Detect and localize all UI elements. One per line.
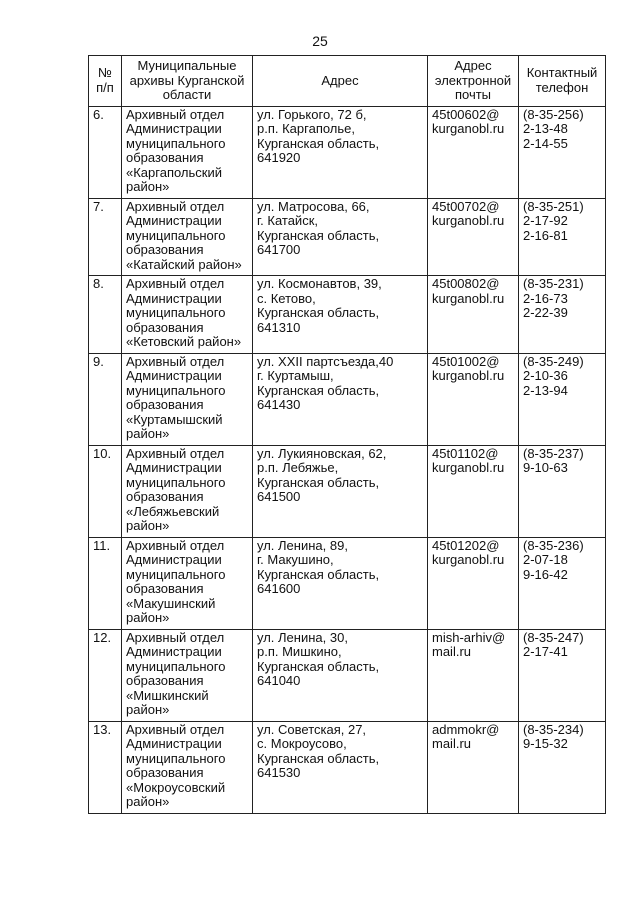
cell-email — [428, 629, 519, 721]
cell-number-value: 6. — [93, 106, 104, 122]
cell-address-line: г. Катайск, — [257, 213, 318, 228]
cell-address — [253, 198, 428, 276]
cell-number-value: 12. — [93, 629, 112, 645]
header-line: электронной — [434, 72, 512, 88]
table-row — [89, 629, 606, 721]
cell-archive-name-line: муниципального — [126, 135, 226, 151]
cell-email-line: 45t01202@ — [432, 537, 500, 553]
cell-archive-name-line: Администрации — [126, 460, 222, 475]
cell-phone-line: (8-35-247) — [523, 629, 584, 645]
cell-archive-name-line: Администрации — [126, 736, 222, 751]
archives-table — [88, 55, 606, 814]
cell-phone-line: (8-35-249) — [523, 353, 584, 369]
cell-number-value: 7. — [93, 198, 104, 214]
cell-email-line: 45t01102@ — [432, 445, 499, 461]
cell-number-value: 8. — [93, 276, 104, 291]
cell-number — [89, 353, 122, 445]
cell-address-line: с. Мокроусово, — [257, 736, 347, 751]
cell-address-line: Курганская область, — [257, 135, 380, 151]
header-number — [89, 56, 122, 107]
cell-archive-name-line: «Лебяжьевский — [126, 503, 220, 519]
cell-email — [428, 198, 519, 276]
cell-phone — [519, 445, 606, 537]
cell-phone-line: (8-35-251) — [523, 198, 584, 214]
cell-archive-name-line: муниципального — [126, 382, 226, 398]
header-line: Адрес — [321, 72, 359, 88]
header-line: телефон — [535, 79, 589, 95]
cell-phone-line: 2-13-94 — [523, 382, 568, 398]
cell-address-line: р.п. Лебяжье, — [257, 460, 339, 475]
cell-email — [428, 537, 519, 629]
cell-phone-line: 2-07-18 — [523, 552, 568, 567]
cell-address-line: Курганская область, — [257, 750, 380, 766]
cell-phone-line: (8-35-234) — [523, 721, 584, 737]
table-row — [89, 353, 606, 445]
cell-number — [89, 629, 122, 721]
cell-archive-name-line: Администрации — [126, 644, 222, 659]
cell-address-line: Курганская область, — [257, 305, 380, 320]
cell-email-line: 45t00702@ — [432, 198, 500, 214]
cell-email-line: kurganobl.ru — [432, 121, 505, 136]
table-row — [89, 276, 606, 354]
cell-archive-name — [122, 106, 253, 198]
cell-phone — [519, 629, 606, 721]
header-line: Адрес — [454, 58, 492, 73]
cell-phone-line: 2-16-81 — [523, 227, 568, 243]
cell-number — [89, 106, 122, 198]
cell-address-line: Курганская область, — [257, 474, 380, 490]
cell-number — [89, 445, 122, 537]
cell-phone-line: 9-10-63 — [523, 460, 568, 475]
cell-archive-name-line: «Кетовский район» — [126, 334, 242, 349]
cell-address-line: р.п. Мишкино, — [257, 644, 342, 659]
cell-phone-line: 2-17-41 — [523, 644, 568, 659]
cell-number — [89, 537, 122, 629]
header-email — [428, 56, 519, 107]
cell-address-line: 641530 — [257, 765, 301, 780]
cell-archive-name-line: муниципального — [126, 474, 226, 490]
cell-address-line: ул. XXII партсъезда,40 — [257, 353, 394, 369]
cell-archive-name-line: район» — [126, 426, 170, 441]
cell-archive-name-line: образования — [126, 319, 204, 335]
cell-phone — [519, 106, 606, 198]
cell-number — [89, 276, 122, 354]
header-phone — [519, 56, 606, 107]
cell-address-line: 641310 — [257, 319, 301, 335]
cell-phone-line: 2-17-92 — [523, 213, 568, 228]
cell-archive-name-line: район» — [126, 794, 170, 809]
header-line: Муниципальные — [137, 58, 237, 73]
cell-number-value: 10. — [93, 445, 112, 461]
cell-archive-name-line: образования — [126, 150, 204, 165]
cell-phone-line: (8-35-236) — [523, 537, 584, 553]
cell-address — [253, 106, 428, 198]
table-header-row — [89, 56, 606, 107]
cell-address-line: 641040 — [257, 673, 301, 688]
cell-phone — [519, 537, 606, 629]
cell-address-line: 641600 — [257, 581, 301, 596]
cell-address-line: ул. Ленина, 89, — [257, 537, 348, 553]
header-line: архивы Курганской — [129, 72, 245, 88]
cell-address — [253, 629, 428, 721]
cell-phone — [519, 353, 606, 445]
cell-email-line: kurganobl.ru — [432, 552, 505, 567]
cell-address-line: р.п. Каргаполье, — [257, 121, 356, 136]
cell-email — [428, 445, 519, 537]
cell-email — [428, 276, 519, 354]
cell-archive-name-line: муниципального — [126, 566, 226, 582]
cell-archive-name-line: район» — [126, 518, 170, 533]
cell-address-line: 641920 — [257, 150, 301, 165]
cell-email-line: mail.ru — [432, 644, 472, 659]
cell-phone-line: (8-35-237) — [523, 445, 584, 461]
cell-address-line: Курганская область, — [257, 382, 380, 398]
cell-archive-name-line: «Катайский район» — [126, 256, 242, 272]
cell-archive-name-line: «Мокроусовский — [126, 779, 226, 795]
cell-phone — [519, 276, 606, 354]
cell-email-line: kurganobl.ru — [432, 460, 505, 475]
cell-archive-name-line: Администрации — [126, 290, 222, 306]
cell-phone — [519, 721, 606, 813]
cell-archive-name-line: образования — [126, 242, 204, 257]
cell-address-line: г. Куртамыш, — [257, 368, 334, 383]
header-line: области — [162, 87, 212, 102]
cell-address-line: с. Кетово, — [257, 290, 316, 306]
cell-phone-line: (8-35-256) — [523, 106, 584, 122]
cell-phone-line: 2-10-36 — [523, 368, 568, 383]
table-row — [89, 106, 606, 198]
header-line: п/п — [96, 79, 114, 95]
cell-email-line: kurganobl.ru — [432, 213, 505, 228]
cell-phone-line: 9-15-32 — [523, 736, 568, 751]
cell-address-line: ул. Ленина, 30, — [257, 629, 348, 645]
cell-address — [253, 721, 428, 813]
cell-archive-name — [122, 721, 253, 813]
cell-phone-line: 2-14-55 — [523, 135, 568, 151]
cell-archive-name — [122, 353, 253, 445]
cell-archive-name-line: Архивный отдел — [126, 445, 225, 461]
cell-archive-name-line: муниципального — [126, 305, 226, 320]
cell-archive-name-line: Архивный отдел — [126, 198, 225, 214]
cell-archive-name — [122, 198, 253, 276]
cell-archive-name-line: Администрации — [126, 213, 222, 228]
header-line: почты — [454, 87, 492, 102]
cell-phone-line: 2-13-48 — [523, 121, 568, 136]
cell-archive-name-line: «Каргапольский — [126, 164, 223, 180]
cell-email-line: 45t01002@ — [432, 353, 500, 369]
cell-email — [428, 106, 519, 198]
cell-address-line: Курганская область, — [257, 566, 380, 582]
cell-phone-line: 2-22-39 — [523, 305, 568, 320]
header-address — [253, 56, 428, 107]
cell-email-line: mish-arhiv@ — [432, 629, 506, 645]
cell-archive-name-line: Архивный отдел — [126, 276, 225, 291]
cell-archive-name — [122, 445, 253, 537]
cell-archive-name-line: «Мишкинский — [126, 687, 209, 703]
cell-phone-line: 2-16-73 — [523, 290, 568, 306]
cell-address — [253, 276, 428, 354]
cell-address — [253, 445, 428, 537]
cell-number-value: 11. — [93, 537, 111, 553]
cell-archive-name-line: образования — [126, 673, 204, 688]
cell-archive-name-line: муниципального — [126, 658, 226, 674]
page-number: 25 — [312, 33, 328, 49]
cell-address — [253, 353, 428, 445]
cell-address — [253, 537, 428, 629]
header-line: № — [98, 65, 112, 81]
cell-archive-name-line: Архивный отдел — [126, 629, 225, 645]
cell-address-line: ул. Горького, 72 б, — [257, 106, 367, 122]
cell-address-line: 641700 — [257, 242, 301, 257]
cell-number — [89, 721, 122, 813]
cell-number — [89, 198, 122, 276]
cell-address-line: ул. Советская, 27, — [257, 721, 367, 737]
cell-address-line: Курганская область, — [257, 658, 380, 674]
cell-address-line: ул. Лукияновская, 62, — [257, 445, 387, 461]
cell-archive-name-line: образования — [126, 489, 204, 504]
table-body — [89, 106, 606, 813]
cell-archive-name — [122, 276, 253, 354]
cell-address-line: 641500 — [257, 489, 301, 504]
cell-address-line: 641430 — [257, 397, 301, 412]
cell-archive-name-line: Администрации — [126, 552, 222, 567]
cell-email-line: kurganobl.ru — [432, 290, 505, 306]
cell-archive-name-line: Архивный отдел — [126, 353, 225, 369]
table-row — [89, 445, 606, 537]
cell-archive-name-line: Администрации — [126, 368, 222, 383]
cell-archive-name-line: район» — [126, 610, 170, 625]
cell-phone-line: (8-35-231) — [523, 276, 584, 291]
cell-archive-name — [122, 537, 253, 629]
cell-archive-name-line: район» — [126, 179, 170, 194]
cell-archive-name-line: образования — [126, 581, 204, 596]
cell-archive-name-line: Архивный отдел — [126, 106, 225, 122]
cell-email — [428, 353, 519, 445]
cell-archive-name-line: образования — [126, 397, 204, 412]
cell-archive-name-line: Архивный отдел — [126, 721, 225, 737]
cell-email-line: admmokr@ — [432, 721, 500, 737]
cell-archive-name-line: Архивный отдел — [126, 537, 225, 553]
cell-email-line: mail.ru — [432, 736, 472, 751]
cell-phone — [519, 198, 606, 276]
cell-address-line: ул. Космонавтов, 39, — [257, 276, 382, 291]
cell-address-line: г. Макушино, — [257, 552, 334, 567]
table-row — [89, 537, 606, 629]
cell-email-line: kurganobl.ru — [432, 368, 505, 383]
cell-address-line: ул. Матросова, 66, — [257, 198, 370, 214]
cell-archive-name-line: муниципального — [126, 750, 226, 766]
cell-number-value: 9. — [93, 353, 104, 369]
cell-email — [428, 721, 519, 813]
table-row — [89, 198, 606, 276]
cell-archive-name-line: муниципального — [126, 227, 226, 243]
cell-archive-name-line: Администрации — [126, 121, 222, 136]
cell-archive-name-line: район» — [126, 702, 170, 717]
cell-archive-name-line: образования — [126, 765, 204, 780]
header-archive — [122, 56, 253, 107]
cell-address-line: Курганская область, — [257, 227, 380, 243]
cell-archive-name-line: «Макушинский — [126, 595, 216, 611]
cell-number-value: 13. — [93, 721, 112, 737]
cell-archive-name — [122, 629, 253, 721]
header-line: Контактный — [526, 65, 598, 81]
table-row — [89, 721, 606, 813]
cell-email-line: 45t00802@ — [432, 276, 500, 291]
cell-email-line: 45t00602@ — [432, 106, 500, 122]
cell-archive-name-line: «Куртамышский — [126, 411, 223, 427]
cell-phone-line: 9-16-42 — [523, 566, 568, 582]
